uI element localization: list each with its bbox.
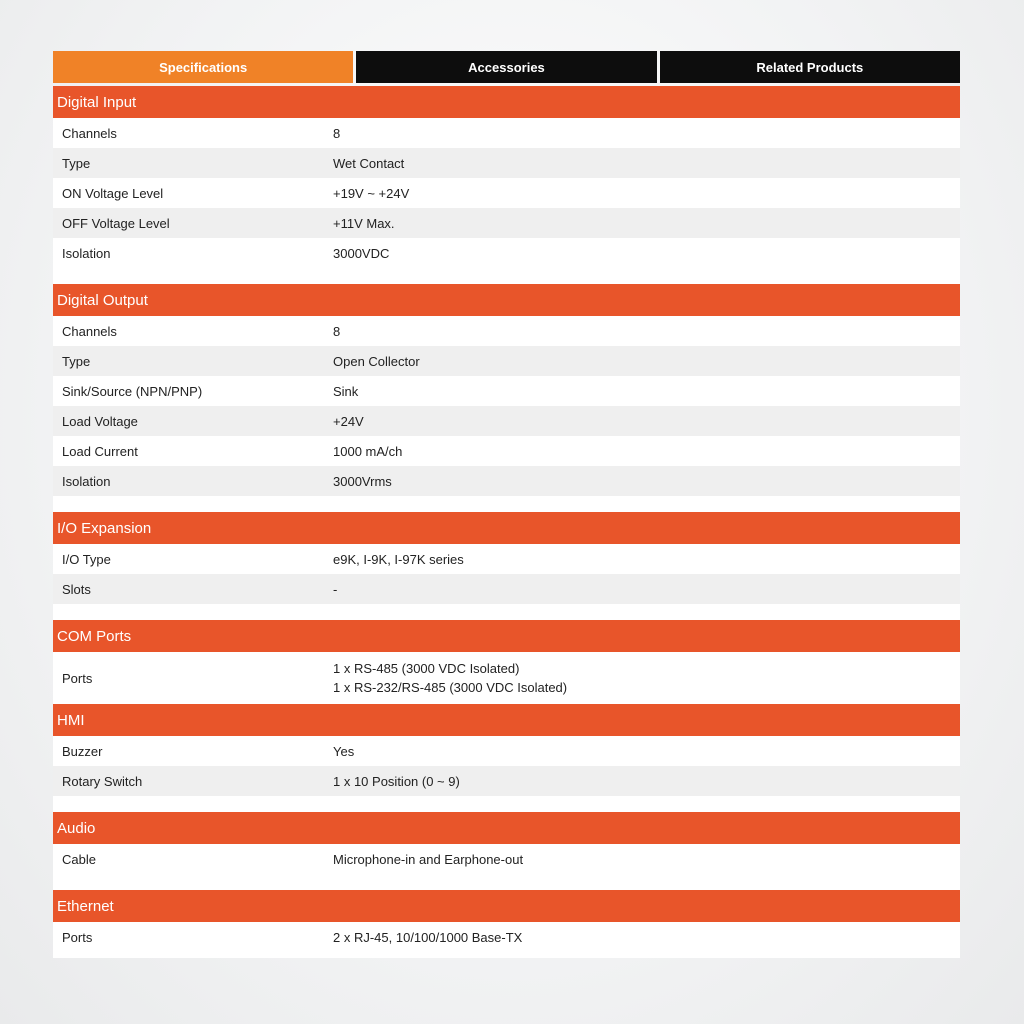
section-title: Digital Input [53, 86, 960, 118]
section-rows [53, 118, 960, 268]
spec-value [333, 580, 960, 599]
section-rows [53, 544, 960, 604]
spec-value [333, 124, 960, 143]
section-rows [53, 844, 960, 874]
spec-row [53, 238, 960, 268]
section-spacer [53, 874, 960, 890]
spec-section [53, 86, 960, 284]
spec-value-line: Sink [333, 383, 359, 399]
spec-section [53, 812, 960, 890]
spec-value-line: 1000 mA/ch [333, 443, 403, 459]
spec-value [333, 412, 960, 431]
spec-row [53, 922, 960, 952]
section-title: COM Ports [53, 620, 960, 652]
spec-label: Buzzer [62, 743, 103, 759]
spec-row [53, 466, 960, 496]
section-spacer [53, 796, 960, 812]
spec-label: I/O Type [62, 551, 111, 567]
spec-value [333, 850, 960, 869]
spec-label: Isolation [62, 245, 111, 261]
spec-value-line: Yes [333, 743, 355, 759]
spec-row [53, 118, 960, 148]
spec-section [53, 512, 960, 620]
section-title: Audio [53, 812, 960, 844]
spec-value [333, 322, 960, 341]
spec-row [53, 316, 960, 346]
spec-label: Sink/Source (NPN/PNP) [62, 383, 203, 399]
spec-row [53, 178, 960, 208]
spec-value-line: 1 x RS-232/RS-485 (3000 VDC Isolated) [333, 680, 568, 695]
section-title: Digital Output [53, 284, 960, 316]
tab-accessories[interactable]: Accessories [356, 51, 656, 83]
spec-label: Channels [62, 125, 117, 141]
tab-bar [53, 51, 960, 83]
spec-label: Cable [62, 851, 96, 867]
section-spacer [53, 604, 960, 620]
section-title: I/O Expansion [53, 512, 960, 544]
section-rows [53, 736, 960, 796]
spec-value [333, 442, 960, 461]
spec-row [53, 574, 960, 604]
spec-value [333, 928, 960, 947]
tab-related-products[interactable]: Related Products [660, 51, 960, 83]
spec-value-line: Wet Contact [333, 155, 405, 171]
spec-row [53, 736, 960, 766]
spec-panel [53, 51, 960, 958]
spec-value [333, 472, 960, 491]
spec-value [333, 244, 960, 263]
spec-sections [53, 86, 960, 958]
spec-value [333, 382, 960, 401]
spec-value [333, 659, 960, 697]
spec-value-line: 1 x 10 Position (0 ~ 9) [333, 773, 460, 789]
section-rows [53, 652, 960, 704]
spec-label: Load Voltage [62, 413, 138, 429]
section-spacer [53, 496, 960, 512]
spec-value-line: 2 x RJ-45, 10/100/1000 Base-TX [333, 929, 523, 945]
spec-row [53, 346, 960, 376]
spec-label: Ports [62, 670, 93, 686]
spec-value [333, 742, 960, 761]
spec-label: OFF Voltage Level [62, 215, 170, 231]
spec-value [333, 772, 960, 791]
spec-row [53, 376, 960, 406]
spec-value-line: - [333, 581, 338, 597]
spec-section [53, 890, 960, 958]
section-rows [53, 922, 960, 952]
spec-label: Ports [62, 929, 93, 945]
spec-label: Rotary Switch [62, 773, 143, 789]
spec-value-line: 3000Vrms [333, 473, 392, 489]
spec-value [333, 154, 960, 173]
spec-row [53, 148, 960, 178]
spec-row [53, 766, 960, 796]
spec-label: Load Current [62, 443, 138, 459]
spec-value [333, 550, 960, 569]
spec-label: ON Voltage Level [62, 185, 164, 201]
spec-value-line: +24V [333, 413, 364, 429]
spec-label: Type [62, 155, 91, 171]
spec-value-line: +19V ~ +24V [333, 185, 410, 201]
section-rows [53, 316, 960, 496]
section-spacer [53, 952, 960, 958]
spec-value-line: 8 [333, 323, 341, 339]
spec-section [53, 620, 960, 704]
spec-value-line: 1 x RS-485 (3000 VDC Isolated) [333, 661, 520, 676]
spec-row [53, 544, 960, 574]
spec-value [333, 184, 960, 203]
tab-specifications[interactable]: Specifications [53, 51, 353, 83]
spec-row [53, 208, 960, 238]
spec-value-line: +11V Max. [333, 215, 395, 231]
spec-row [53, 406, 960, 436]
section-spacer [53, 268, 960, 284]
spec-section [53, 284, 960, 512]
spec-label: Slots [62, 581, 91, 597]
spec-value-line: e9K, I-9K, I-97K series [333, 551, 464, 567]
spec-section [53, 704, 960, 812]
spec-value [333, 352, 960, 371]
spec-label: Type [62, 353, 91, 369]
spec-label: Channels [62, 323, 117, 339]
spec-value-line: Microphone-in and Earphone-out [333, 851, 524, 867]
section-title: Ethernet [53, 890, 960, 922]
section-title: HMI [53, 704, 960, 736]
spec-row [53, 436, 960, 466]
spec-label: Isolation [62, 473, 111, 489]
spec-row [53, 652, 960, 704]
spec-value-line: 3000VDC [333, 245, 390, 261]
spec-value [333, 214, 960, 233]
spec-row [53, 844, 960, 874]
spec-value-line: Open Collector [333, 353, 420, 369]
spec-value-line: 8 [333, 125, 341, 141]
